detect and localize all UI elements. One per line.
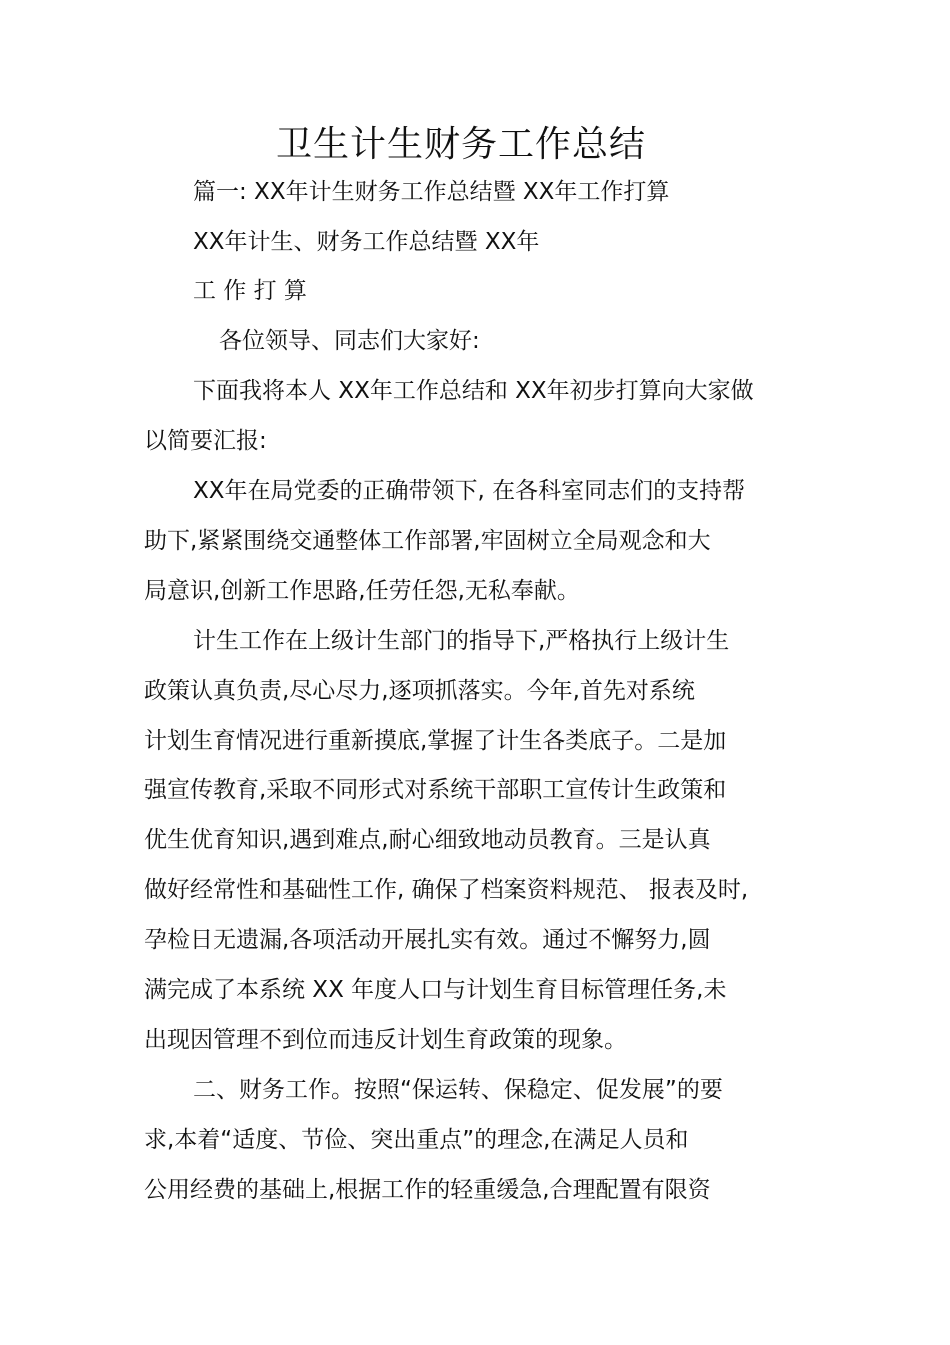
text-line: 计生工作在上级计生部门的指导下,严格执行上级计生	[193, 628, 730, 654]
text-line: 助下,紧紧围绕交通整体工作部署,牢固树立全局观念和大	[144, 528, 711, 554]
text-line: 工 作 打 算	[193, 278, 307, 304]
text-line: XX年计生、财务工作总结暨 XX年	[193, 229, 540, 255]
text-line: 出现因管理不到位而违反计划生育政策的现象。	[144, 1027, 627, 1053]
text-line: 政策认真负责,尽心尽力,逐项抓落实。今年,首先对系统	[144, 678, 695, 704]
text-line: 下面我将本人 XX年工作总结和 XX年初步打算向大家做	[193, 378, 754, 404]
text-line: 求,本着“适度、节俭、突出重点”的理念,在满足人员和	[144, 1127, 689, 1153]
text-line: 计划生育情况进行重新摸底,掌握了计生各类底子。二是加	[144, 728, 727, 754]
text-line: 篇一: XX年计生财务工作总结暨 XX年工作打算	[193, 179, 670, 205]
text-line: 二、财务工作。按照“保运转、保稳定、促发展”的要	[193, 1077, 723, 1103]
text-line: 孕检日无遗漏,各项活动开展扎实有效。通过不懈努力,圆	[144, 927, 711, 953]
text-line: 优生优育知识,遇到难点,耐心细致地动员教育。三是认真	[144, 827, 711, 853]
text-line: 强宣传教育,采取不同形式对系统干部职工宣传计生政策和	[144, 777, 727, 803]
text-line: 各位领导、同志们大家好:	[219, 328, 480, 354]
text-line: XX年在局党委的正确带领下, 在各科室同志们的支持帮	[193, 478, 746, 504]
text-line: 以简要汇报:	[144, 428, 267, 454]
text-line: 做好经常性和基础性工作, 确保了档案资料规范、 报表及时,	[144, 877, 749, 903]
text-line: 局意识,创新工作思路,任劳任怨,无私奉献。	[144, 578, 580, 604]
document-title: 卫生计生财务工作总结	[275, 124, 646, 165]
text-line: 公用经费的基础上,根据工作的轻重缓急,合理配置有限资	[144, 1177, 711, 1203]
text-line: 满完成了本系统 XX 年度人口与计划生育目标管理任务,未	[144, 977, 727, 1003]
